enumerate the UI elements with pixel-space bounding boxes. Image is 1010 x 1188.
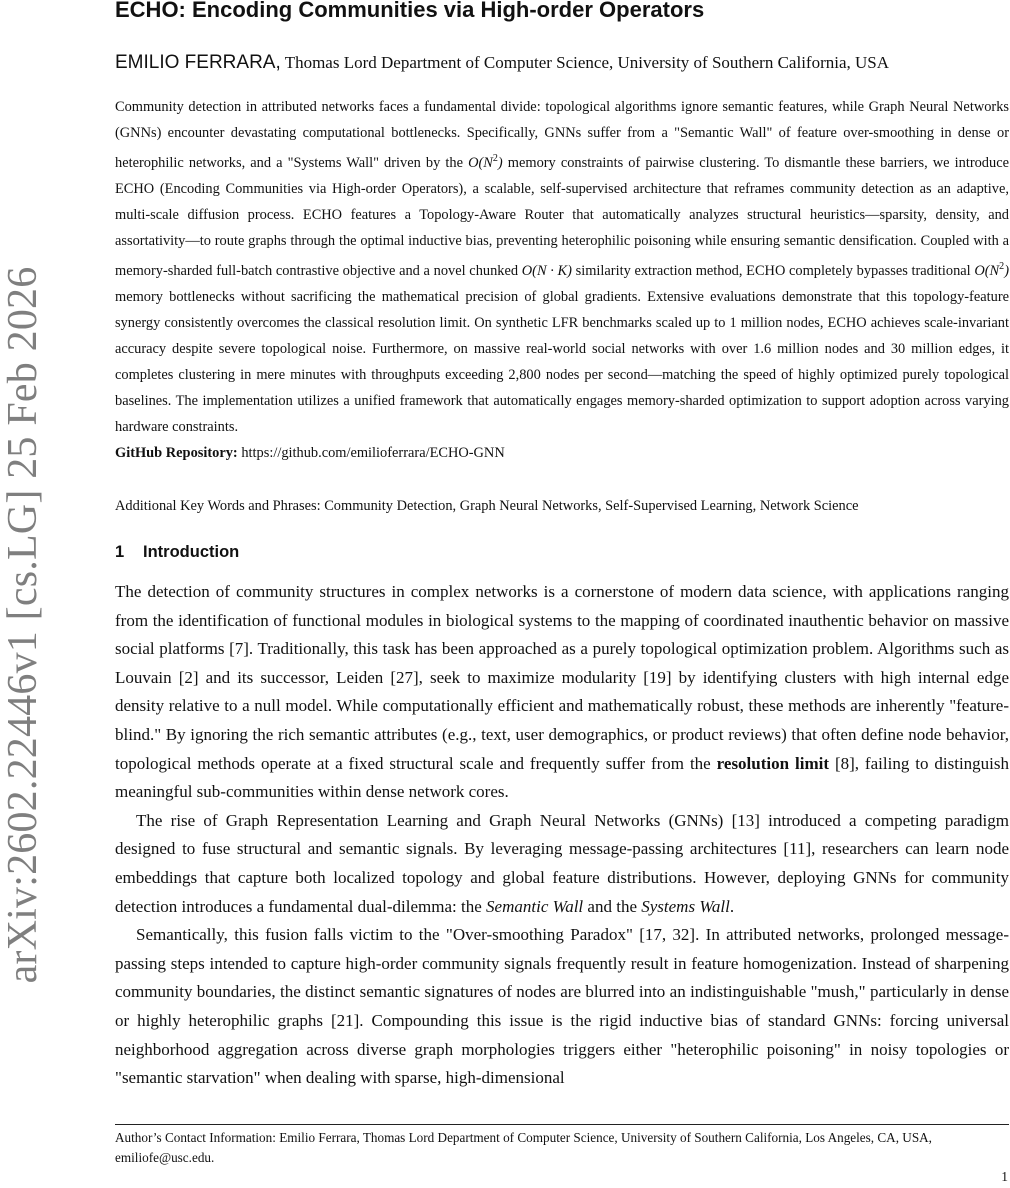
introduction-body xyxy=(115,578,1009,1093)
body-paragraph: The detection of community structures in complex networks is a cornerstone of modern data science, with applications ranging from the identification of functional modules in biological systems to the mapping of coordinated inauthentic behavior on massive social platforms [7]. Traditionally, this task has been approached as a purely topological optimization problem. Algorithms such as Louvain [2] and its successor, Leiden [27], seek to maximize modularity [19] by identifying clusters with high internal edge density relative to a null model. While computationally efficient and mathematically robust, these methods are inherently "feature-blind." By ignoring the rich semantic attributes (e.g., text, user demographics, or product reviews) that often define node behavior, topological methods operate at a fixed structural scale and frequently suffer from the resolution limit [8], failing to distinguish meaningful sub-communities within dense network cores. xyxy=(115,582,1010,802)
math-expression: $O(N^2)$ xyxy=(468,153,503,171)
repository-label: GitHub Repository: xyxy=(115,444,238,461)
body-paragraph: The rise of Graph Representation Learning and Graph Neural Networks (GNNs) [13] introduced a competing paradigm designed to fuse structural and semantic signals. By leveraging message-passing architectures [11], researchers can learn node embeddings that capture both localized topology and global feature distributions. However, deploying GNNs for community detection introduces a fundamental dual-dilemma: the Semantic Wall and the Systems Wall. xyxy=(115,810,1009,916)
page-number: 1 xyxy=(1001,1169,1008,1184)
section-number: 1 xyxy=(115,543,125,561)
abstract xyxy=(115,94,1009,466)
arxiv-identifier: arXiv:2602.22446v1 [cs.LG] 25 Feb 2026 xyxy=(0,266,46,984)
math-expression: $O(N^2)$ xyxy=(974,260,1009,279)
abstract-text-4: memory bottlenecks without sacrificing the mathematical precision of global gradients. Extensive evaluations demonstrate that this topology-feature synergy consistently overcomes the classical resolution limit. On synthetic LFR benchmarks scaled up to 1 million nodes, ECHO achieves scale-invariant accuracy despite severe topological noise. Furthermore, on massive real-world social networks with over 1.6 million nodes and 30 million edges, it completes clustering in mere minutes with throughputs exceeding 2,800 nodes per second—matching the speed of highly optimized purely topological baselines. The implementation utilizes a unified framework that automatically engages memory-sharded optimization to support adoption across varying hardware constraints. xyxy=(115,288,1009,435)
footnote-divider xyxy=(115,1124,1009,1125)
repository-link[interactable]: https://github.com/emilioferrara/ECHO-GNN xyxy=(241,444,505,461)
arxiv-sidebar xyxy=(0,260,46,990)
abstract-text-1: Community detection in attributed networks faces a fundamental divide: topological algorithms ignore semantic features, while Graph Neural Networks (GNNs) encounter devastating computational bottlenecks. Specifically, GNNs suffer from a "Semantic Wall" of feature over-smoothing in dense or heterophilic networks, and a "Systems Wall" driven by the xyxy=(115,99,1009,171)
footnote: Author’s Contact Information: Emilio Ferrara, Thomas Lord Department of Computer Science, University of Southern California, Los Angeles, CA, USA, emiliofe@usc.edu. xyxy=(115,1130,932,1165)
paper-title: ECHO: Encoding Communities via High-order Operators xyxy=(115,0,705,22)
author-affiliation: Thomas Lord Department of Computer Science, University of Southern California, USA xyxy=(284,53,890,72)
author-line xyxy=(115,52,1009,74)
math-expression: O(N · K) xyxy=(521,262,572,279)
repository-line xyxy=(115,440,1009,466)
author-name: EMILIO FERRARA, xyxy=(115,52,281,73)
abstract-text-2: memory constraints of pairwise clustering. To dismantle these barriers, we introduce ECHO (Encoding Communities via High-order Operators), a scalable, self-supervised architecture that reframes community detection as an adaptive, multi-scale diffusion process. ECHO features a Topology-Aware Router that automatically analyzes structural heuristics—sparsity, density, and assortativity—to route graphs through the optimal inductive bias, preventing heterophilic poisoning while ensuring semantic densification. Coupled with a memory-sharded full-batch contrastive objective and a novel chunked xyxy=(115,154,1009,279)
section-title: Introduction xyxy=(143,543,240,561)
resolution-limit-term: resolution limit xyxy=(716,753,829,773)
keywords: Additional Key Words and Phrases: Community Detection, Graph Neural Networks, Self-Supervised Learning, Network Science xyxy=(115,498,859,514)
abstract-paragraph xyxy=(115,94,1009,440)
section-heading xyxy=(115,543,1009,562)
body-paragraph: Semantically, this fusion falls victim to the "Over-smoothing Paradox" [17, 32]. In attributed networks, prolonged message-passing steps intended to capture high-order community signals frequently result in feature homogenization. Instead of sharpening community boundaries, the distinct semantic signatures of nodes are blurred into an indistinguishable "mush," particularly in dense or highly heterophilic graphs [21]. Compounding this issue is the rigid inductive bias of standard GNNs: forcing universal neighborhood aggregation across diverse graph morphologies triggers either "heterophilic poisoning" in noisy topologies or "semantic starvation" when dealing with sparse, high-dimensional xyxy=(115,925,1009,1088)
semantic-wall-term: Semantic Wall xyxy=(486,896,584,916)
abstract-text-3: similarity extraction method, ECHO completely bypasses traditional xyxy=(575,262,971,279)
systems-wall-term: Systems Wall xyxy=(641,896,730,916)
